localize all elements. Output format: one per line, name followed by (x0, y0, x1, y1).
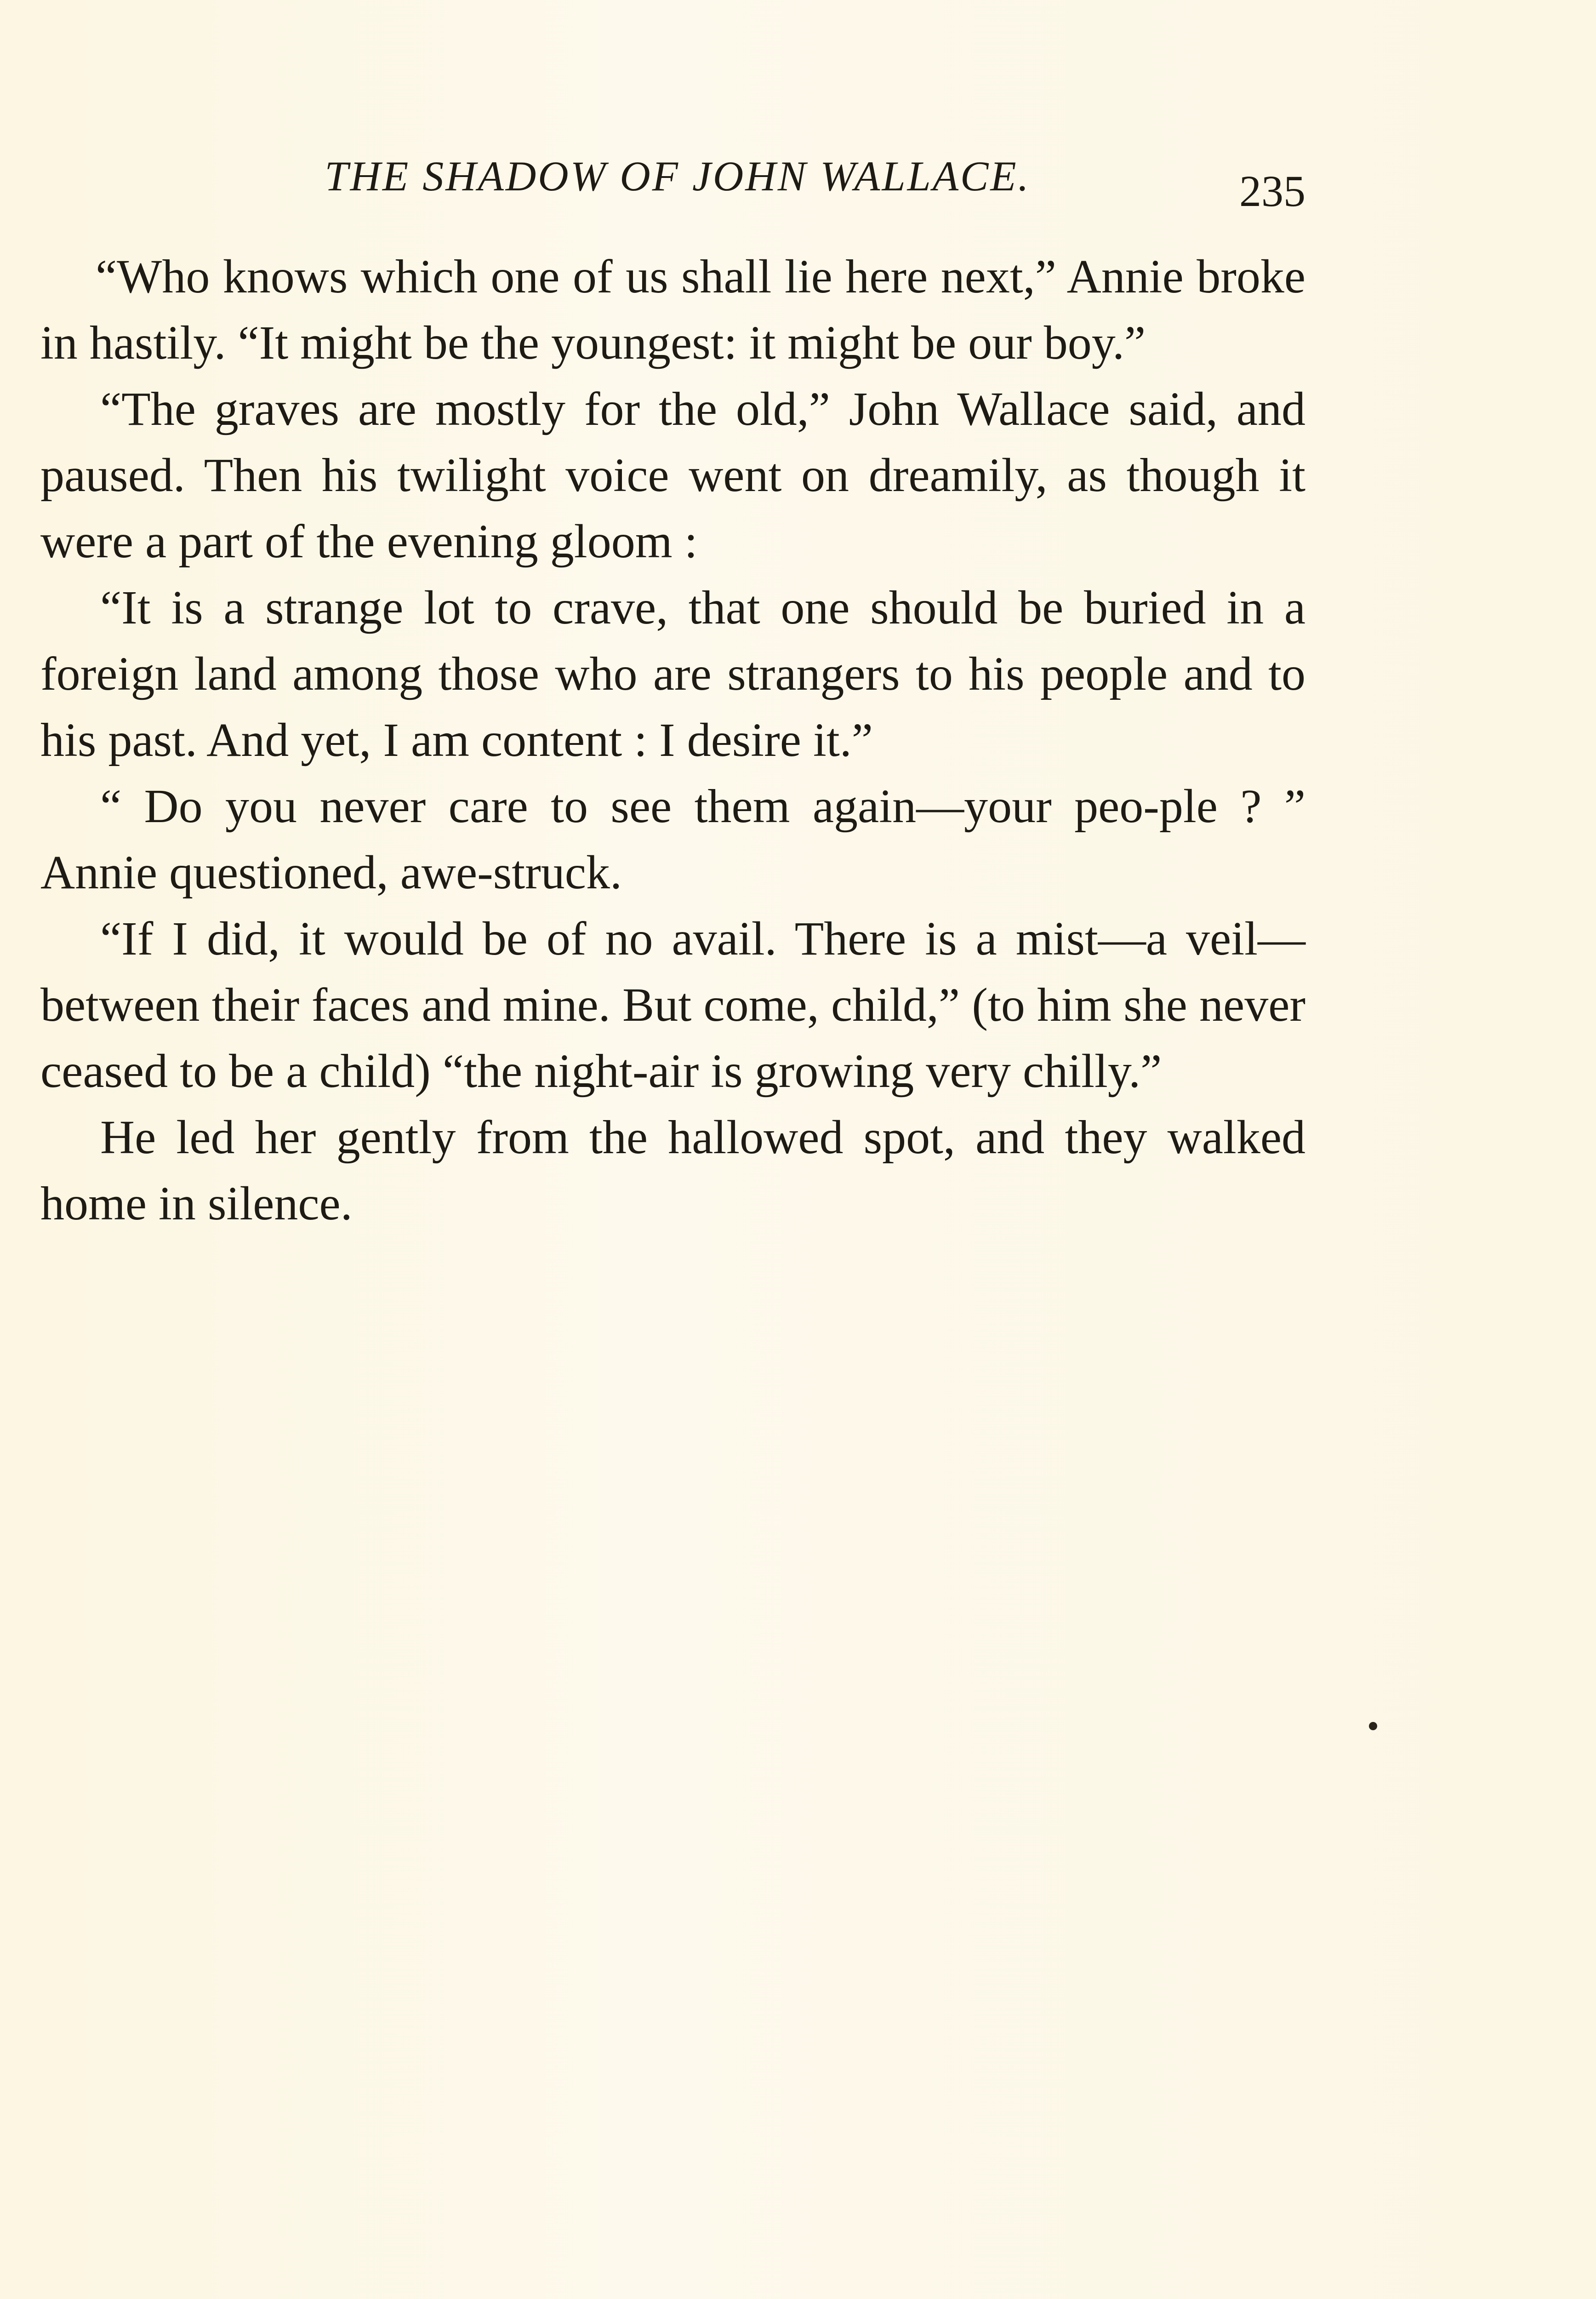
paragraph: He led her gently from the hallowed spot, and they walked home in silence. (40, 1111, 1305, 1230)
paragraph: “It is a strange lot to crave, that one should be buried in a foreign land among those who are strangers to his people and to his past. And yet, I am content : I desire it.” (40, 581, 1305, 766)
body-text (40, 244, 1305, 1237)
paragraph: “Who knows which one of us shall lie here next,” Annie broke in hastily. “It might be the youngest: it might be our boy.” (40, 250, 1305, 369)
running-head-title: THE SHADOW OF JOHN WALLACE. (325, 153, 1031, 200)
page-number: 235 (1239, 166, 1305, 216)
paragraph: “If I did, it would be of no avail. There is a mist—a veil—between their faces and mine. But come, child,” (to him she never ceased to be a child) “the night-air is growing very chilly.” (40, 912, 1305, 1098)
paragraph: “The graves are mostly for the old,” John Wallace said, and paused. Then his twilight voice went on dreamily, as though it were a part of the evening gloom : (40, 383, 1305, 568)
running-head (40, 147, 1305, 221)
paragraph: “ Do you never care to see them again—your peo-ple ? ” Annie questioned, awe-struck. (40, 780, 1305, 899)
ink-speck (1369, 1722, 1377, 1730)
